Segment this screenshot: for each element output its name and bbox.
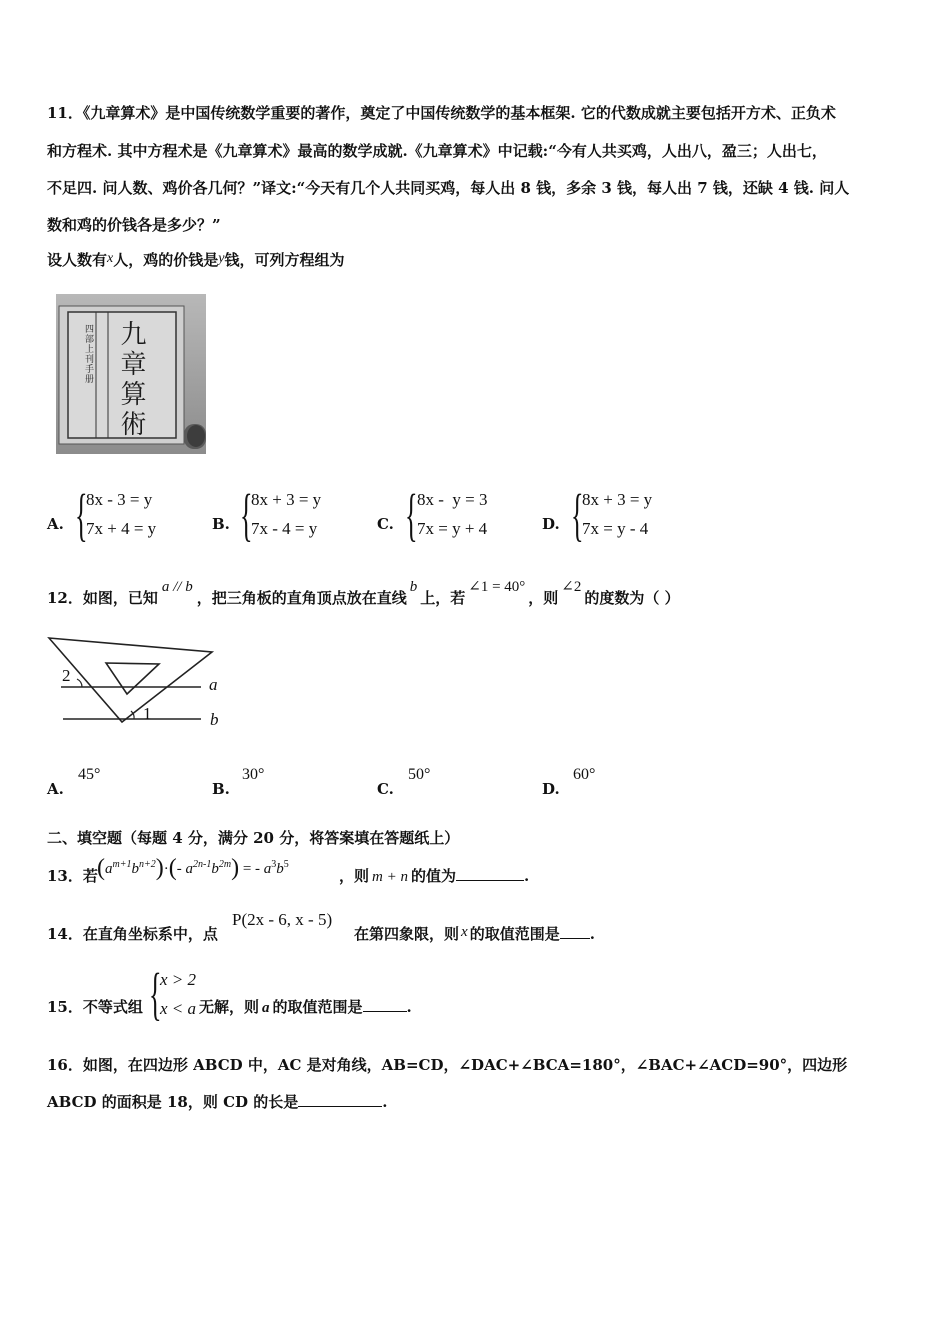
- q11-line-4: 数和鸡的价钱各是多少？”: [47, 216, 221, 234]
- q16-line-2: [47, 1091, 388, 1112]
- q11-option-c-label: C.: [377, 515, 394, 533]
- q13-answer-blank[interactable]: [456, 866, 524, 881]
- q16-end: .: [382, 1093, 388, 1111]
- q14-end: .: [589, 925, 595, 943]
- q11-setup-1: 设人数有: [47, 251, 108, 269]
- q11-option-d-eq2: 7x = y - 4: [582, 519, 649, 538]
- q12-p2: ，把三角板的直角顶点放在直线: [196, 589, 407, 607]
- q12-fig-label-2: 2: [62, 666, 71, 685]
- book-side-label: 四部上刊手册: [83, 324, 93, 384]
- q11-option-c-brace: {: [405, 482, 418, 547]
- q14-point: P(2x - 6, x - 5): [232, 910, 333, 929]
- q15-var: a: [262, 1000, 270, 1016]
- book-image: [56, 294, 206, 454]
- triangle-ruler-inner: [106, 663, 159, 694]
- q12-fig-label-b: b: [210, 710, 219, 729]
- q12-option-d-value: 60°: [573, 766, 596, 783]
- q11-option-c-eq2: 7x = y + 4: [417, 519, 488, 538]
- q12-m1: a // b: [161, 579, 193, 595]
- q12-fig-label-a: a: [209, 675, 218, 694]
- q11-option-b-eq2: 7x - 4 = y: [251, 519, 318, 538]
- q15-answer-blank[interactable]: [363, 997, 407, 1012]
- q11-option-a-brace: {: [75, 482, 88, 547]
- q15-p2: 无解，则: [199, 998, 260, 1016]
- q12-figure: [44, 630, 234, 735]
- q11-option-d-label: D.: [542, 515, 560, 533]
- q12-option-c-label: C.: [377, 780, 394, 798]
- q13-m: m + n: [372, 869, 408, 885]
- q15-eq1: x > 2: [160, 970, 197, 989]
- q11-line-1: 11．《九章算术》是中国传统数学重要的著作，奠定了中国传统数学的基本框架. 它的代数成就主要包括开方术、正负术: [47, 104, 836, 122]
- q15-end: .: [406, 998, 412, 1016]
- q11-line-3: 不足四. 问人数、鸡价各几何？”译文:“今天有几个人共同买鸡，每人出 8 钱，多余 3 钱，每人出 7 钱，还缺 4 钱. 问人: [47, 179, 850, 197]
- q11-option-b-brace: {: [240, 482, 253, 547]
- q15-eq2: x < a: [160, 999, 197, 1018]
- q11-option-d-brace: {: [571, 482, 584, 547]
- q11-option-a-eq1: 8x - 3 = y: [86, 490, 153, 509]
- q12-m4: ∠2: [561, 579, 582, 595]
- q14-var: x: [461, 924, 468, 940]
- q15-num: 15．不等式组: [47, 998, 143, 1016]
- q12-option-a-label: A.: [47, 780, 64, 798]
- q14-answer-blank[interactable]: [560, 924, 590, 939]
- section-heading: 二、填空题（每题 4 分，满分 20 分，将答案填在答题纸上）: [47, 829, 460, 847]
- q12-option-c-value: 50°: [408, 766, 431, 783]
- q12-stem: [47, 579, 680, 608]
- q14-p2: 在第四象限，则: [354, 925, 460, 943]
- q12-option-d-label: D.: [542, 780, 560, 798]
- q12-p4: ，则: [528, 589, 559, 607]
- q11-setup-2: 人，鸡的价钱是: [113, 251, 219, 269]
- q14-rest: [354, 923, 595, 944]
- book-title: 九章算術: [116, 320, 146, 440]
- q12-m3: ∠1 = 40°: [468, 579, 526, 595]
- q12-option-b-label: B.: [212, 780, 230, 798]
- q13-num: 13．若: [47, 867, 98, 885]
- q13-p2: ，则: [339, 867, 370, 885]
- q16-text: ABCD 的面积是 18，则 CD 的长是: [47, 1093, 299, 1111]
- q13-rest: [339, 865, 529, 886]
- q11-var-y: y: [218, 251, 225, 266]
- q13-p3: 的值为: [410, 867, 456, 885]
- q12-p3: 上，若: [420, 589, 466, 607]
- q12-m2: b: [409, 579, 418, 595]
- q11-line-2: 和方程术. 其中方程术是《九章算术》最高的数学成就.《九章算术》中记载:“今有人共买鸡，人出八，盈三；人出七，: [47, 142, 827, 160]
- q12-p5: 的度数为（ ）: [584, 589, 680, 607]
- q15-p3: 的取值范围是: [272, 998, 363, 1016]
- q12-p1: 12．如图，已知: [47, 589, 158, 607]
- q11-option-b-eq1: 8x + 3 = y: [251, 490, 322, 509]
- q16-line-1: 16．如图，在四边形 ABCD 中，AC 是对角线，AB=CD，∠DAC+∠BCA=180°，∠BAC+∠ACD=90°，四边形: [47, 1056, 848, 1074]
- q11-option-a-label: A.: [47, 515, 64, 533]
- q13-end: .: [524, 867, 530, 885]
- q11-option-a-eq2: 7x + 4 = y: [86, 519, 157, 538]
- q12-option-b-value: 30°: [242, 766, 265, 783]
- q11-var-x: x: [107, 251, 114, 266]
- q15-brace: {: [149, 961, 162, 1026]
- q12-fig-label-1: 1: [143, 704, 152, 723]
- q14-p3: 的取值范围是: [469, 925, 560, 943]
- q11-option-b-label: B.: [212, 515, 230, 533]
- q11-option-d-eq1: 8x + 3 = y: [582, 490, 653, 509]
- q16-answer-blank[interactable]: [298, 1092, 382, 1107]
- triangle-ruler-outer: [49, 638, 212, 722]
- q11-setup-3: 钱，可列方程组为: [224, 251, 345, 269]
- q13-expr: $(a^{m+1}b^{n+2})\cdot(-$ $a^{2n-1}b^{2m}$) = - $a^3b^5$: [97, 855, 289, 881]
- q11-setup: [47, 249, 344, 270]
- q15-rest: [199, 996, 412, 1017]
- q12-option-a-value: 45°: [78, 766, 101, 783]
- q14-num: 14．在直角坐标系中，点: [47, 925, 218, 943]
- q11-option-c-eq1: 8x - y = 3: [417, 490, 488, 509]
